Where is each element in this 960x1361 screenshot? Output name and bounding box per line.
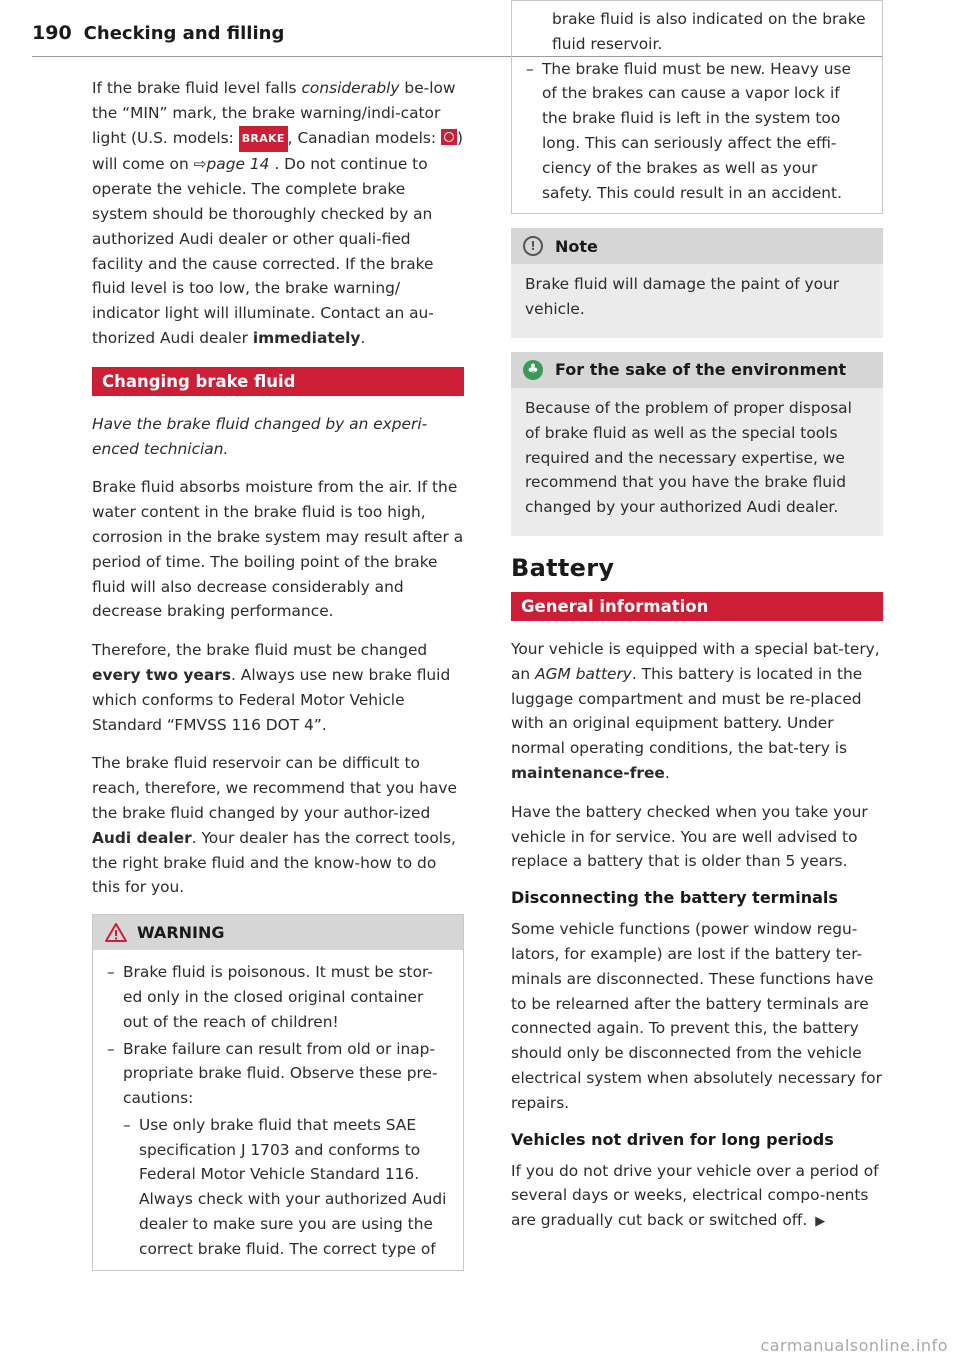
- warning-item: – Brake fluid is poisonous. It must be stor-ed only in the closed original container out of the reach of children!: [107, 960, 449, 1034]
- note-box: [511, 228, 883, 338]
- note-icon: !: [523, 236, 543, 256]
- note-title: ! Note: [511, 228, 883, 264]
- environment-box: [511, 352, 883, 536]
- warning-body: [93, 950, 463, 1270]
- brake-warning-canada-icon: [441, 129, 457, 145]
- watermark: carmanualsonline.info: [760, 1336, 948, 1355]
- environment-leaf-icon: ♣: [523, 360, 543, 380]
- left-column: [92, 76, 464, 1271]
- warning-box: [92, 914, 464, 1271]
- note-body: Brake fluid will damage the paint of your vehicle.: [525, 275, 840, 319]
- environment-body: Because of the problem of proper disposal of brake fluid as well as the special tools required and the necessary expertise, we recommend that you have the brake fluid changed by your authorized Audi dealer.: [525, 398, 852, 517]
- not-driven-paragraph: If you do not drive your vehicle over a period of several days or weeks, electrical compo-nents are gradually cut back or switched off. ▶: [511, 1161, 879, 1230]
- disconnecting-paragraph: Some vehicle functions (power window regu-lators, for example) are lost if the battery ter-minals are disconnected. These functions have to be relearned after the battery terminals are connected again. To prevent this, the battery should only be disconnected from the vehicle electrical system when absolutely necessary for repairs.: [511, 920, 882, 1112]
- warning-item: – Brake failure can result from old or inap-propriate brake fluid. Observe these pre-cautions: – Use only brake fluid that meets SAE specification J 1703 and conforms to Federal Motor Vehicle Standard 116. Always check with your authorized Audi dealer to make sure you are using the correct brake fluid. The correct type of: [107, 1037, 449, 1262]
- right-column: [511, 10, 883, 1249]
- warning-item: – The brake fluid must be new. Heavy use of the brakes can cause a vapor lock if the brake fluid is left in the system too long. This can seriously affect the effi-ciency of the brakes as well as your safety. This could result in an accident.: [526, 57, 868, 206]
- page-reference-link[interactable]: page 14: [206, 155, 270, 174]
- changing-intro: Have the brake fluid changed by an experi-enced technician.: [92, 414, 428, 458]
- warning-subitem: – Use only brake fluid that meets SAE specification J 1703 and conforms to Federal Motor Vehicle Standard 116. Always check with your authorized Audi dealer to make sure you are using the correct brake fluid. The correct type of: [123, 1113, 449, 1262]
- page-reference-arrow-icon: ⇨: [193, 155, 207, 174]
- brake-warning-icon: BRAKE: [239, 126, 288, 153]
- section-title: Checking and filling: [83, 23, 285, 44]
- battery-intro-paragraph: Your vehicle is equipped with a special bat-tery, an AGM battery. This battery is located in the luggage compartment and must be re-placed with an original equipment battery. Under normal operating conditions, the bat-tery is maintenance-free.: [511, 639, 880, 782]
- warning-continuation: [511, 0, 883, 214]
- battery-check-paragraph: Have the battery checked when you take your vehicle in for service. You are well advised to replace a battery that is older than 5 years.: [511, 802, 868, 871]
- not-driven-heading: Vehicles not driven for long periods: [511, 1129, 834, 1149]
- change-interval-paragraph: Therefore, the brake fluid must be changed every two years. Always use new brake fluid which conforms to Federal Motor Vehicle Standard “FMVSS 116 DOT 4”.: [92, 641, 451, 734]
- warning-title: WARNING: [93, 915, 463, 950]
- environment-title: ♣ For the sake of the environment: [511, 352, 883, 388]
- warning-subitem-cont: brake fluid is also indicated on the brake fluid reservoir.: [552, 10, 866, 53]
- disconnecting-heading: Disconnecting the battery terminals: [511, 888, 838, 908]
- changing-brake-fluid-heading: Changing brake fluid: [92, 367, 464, 396]
- brake-level-paragraph: If the brake fluid level falls considerably be-low the “MIN” mark, the brake warning/indi-cator light (U.S. models: BRAKE , Canadian models: ) will come on ⇨page 14 . Do not continue to operate the vehicle. The complete brake system should be thoroughly checked by an authorized Audi dealer or other quali-fied facility and the cause corrected. If the brake fluid level is too low, the brake warning/ indicator light will illuminate. Contact an au-thorized Audi dealer immediately.: [92, 79, 463, 347]
- general-information-heading: General information: [511, 592, 883, 621]
- warning-triangle-icon: [105, 923, 127, 942]
- reservoir-paragraph: The brake fluid reservoir can be difficult to reach, therefore, we recommend that you have the brake fluid changed by your author-ized Audi dealer. Your dealer has the correct tools, the right brake fluid and the know-how to do this for you.: [92, 754, 457, 897]
- continue-arrow-icon: ▶: [815, 1214, 826, 1230]
- battery-heading: Battery: [511, 553, 615, 582]
- moisture-paragraph: Brake fluid absorbs moisture from the air. If the water content in the brake fluid is too high, corrosion in the brake system may result after a period of time. The boiling point of the brake fluid will also decrease considerably and decrease braking performance.: [92, 478, 464, 621]
- page-number: 190: [32, 22, 72, 44]
